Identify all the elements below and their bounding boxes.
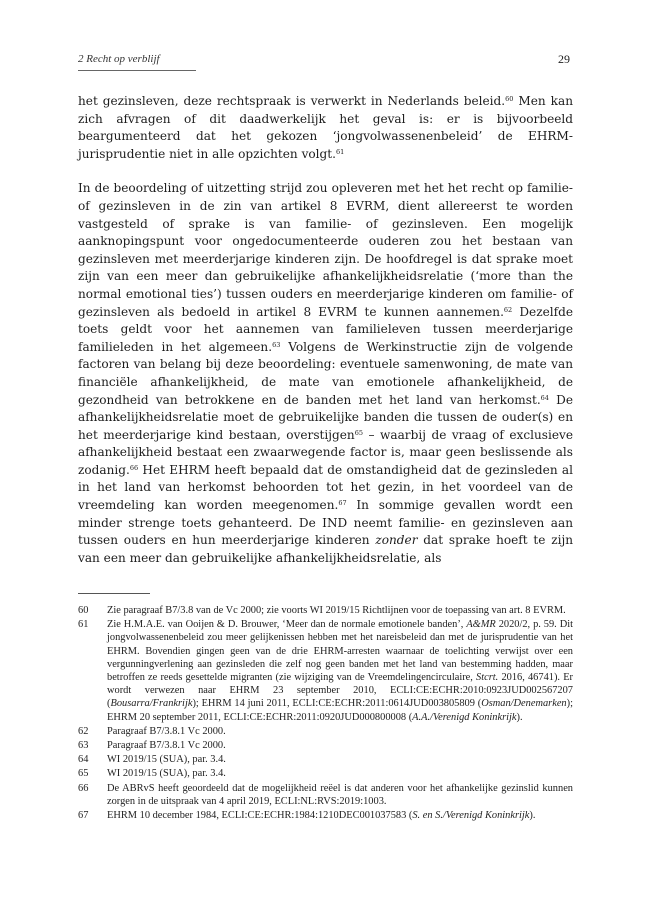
text-run: het gezinsleven, deze rechtspraak is verwerkt in Nederlands beleid. [78,94,506,108]
footnote [78,725,573,738]
footnote [78,753,573,766]
case-name: Bousarra/Frankrijk [110,698,193,710]
case-name: Osman/Denemarken [481,698,567,710]
footnote-text [107,618,573,724]
journal-title: Stcrt. [476,672,499,684]
footnote-number: 63 [78,740,89,752]
footnote-ref[interactable]: 64 [540,393,549,402]
text-run: dat sprake hoeft te zijn van een meer dan gebruikelijke afhankelijkheidsrelatie, als [78,533,574,565]
text-run: Dezelfde toets geldt voor het aannemen van familieleven tussen meerderjarige familieleden in het algemeen. [78,304,573,354]
footnote-ref[interactable]: 62 [503,305,513,314]
footnote-number: 60 [78,605,89,616]
footnote-ref[interactable]: 67 [338,499,347,508]
footnote-text [107,809,573,822]
text-run: 2016, 46741). Er wordt verwezen naar EHRM 23 september 2010, ECLI:CE:ECHR:2010:0923JUD002567207 ( [107,672,573,710]
header-rule [78,70,196,71]
text-run: – waarbij de vraag of exclusieve afhankelijkheid bestaat een zwaarwegende factor is, maar geen beslissende als zodanig. [78,427,573,477]
footnote-text: De ABRvS heeft geoordeeld dat de mogelijkheid reëel is dat anderen voor het afhankelijke gezinslid kunnen zorgen in de uitspraak van 4 april 2019, ECLI:NL:RVS:2019:1003. [107,782,573,807]
text-run: 2020/2, p. 59. Dit jongvolwassenenbeleid zou meer gelijkenissen hebben met het nareisbeleid dan met de jurisprudentie van het EHRM. Bovendien gingen geen van de drie EHRM-arresten waarnaar de toelichting verwijst over een vergunningverlening aan gezinsleden die zelf nog geen banden met het land van bestemming hadden, maar betroffen ze reeds gesettelde migranten (zie wijziging van de Vreemdelingencirculaire, [107,619,573,684]
text-run: ). [516,711,523,723]
footnote-text [107,604,573,617]
footnote-ref[interactable]: 65 [354,428,363,437]
footnote-separator [78,593,150,594]
page-number: 29 [558,52,570,66]
footnote-number: 66 [78,782,89,794]
footnote-number: 62 [78,725,89,737]
footnote-text: Paragraaf B7/3.8.1 Vc 2000. [107,740,226,752]
body-text [78,93,573,567]
text-run: In sommige gevallen wordt een minder strenge toets gehanteerd. De IND neemt familie- en gezinsleven aan tussen ouders en hun meerderjarige kinderen [78,498,574,548]
paragraph-1 [78,93,573,163]
case-name: A.A./Verenigd Koninkrijk [412,711,517,723]
footnote [78,618,573,724]
footnote-ref[interactable]: 63 [272,340,281,349]
text-run: ). [529,810,536,822]
footnote [78,604,573,617]
footnote-ref[interactable]: 66 [129,463,139,472]
footnote [78,809,573,822]
paragraph-2 [78,180,573,567]
footnote-ref[interactable]: 60 [505,95,514,103]
text-run: In de beoordeling of uitzetting strijd zou opleveren met het het recht op familie- of gezinsleven in de zin van artikel 8 EVRM, dient allereerst te worden vastgesteld of sprake is van familie- of gezinsleven. Een mogelijk aanknopingspunt voor ongedocumenteerde ouderen zou het bestaan van gezinsleven met meerderjarige kinderen zijn. De hoofdregel is dat sprake moet zijn van een meer dan gebruikelijke afhankelijkheidsrelatie (‘more than the normal emotional ties’) tussen ouders en meerderjarige kinderen om familie- of gezinsleven als bedoeld in artikel 8 EVRM te kunnen aannemen. [78,181,573,319]
footnote [78,739,573,752]
footnotes [78,604,573,823]
running-head: 2 Recht op verblijf [78,53,160,65]
footnote [78,782,573,808]
footnote-text: WI 2019/15 (SUA), par. 3.4. [107,754,226,766]
text-run: De afhankelijkheidsrelatie moet de gebruikelijke banden die tussen de ouder(s) en het meerderjarige kind bestaan, overstijgen [78,392,573,442]
text-run: Men kan zich afvragen of dit daadwerkelijk het geval is: er is bijvoorbeeld beargumenteerd dat het gekozen ‘jongvolwassenenbeleid’ de EHRM-jurisprudentie niet in alle opzichten volgt. [78,94,573,161]
text-run: Zie paragraaf B7/3.8 van de Vc 2000; zie voorts WI 2019/15 Richtlijnen voor de toepassing van art. 8 EVRM. [107,605,566,616]
emphasis: zonder [375,533,418,548]
text-run: Zie H.M.A.E. van Ooijen & D. Brouwer, ‘Meer dan de normale emotionele banden’, [107,619,467,631]
footnote-number: 67 [78,810,89,822]
case-name: S. en S./Verenigd Koninkrijk [412,810,530,822]
text-run: Volgens de Werkinstructie zijn de volgende factoren van belang bij deze beoordeling: eventuele samenwoning, de mate van financiële afhankelijkheid, de mate van emotionele afhankelijkheid, de gezondheid van betrokkene en de banden met het land van herkomst. [78,339,573,407]
footnote-text: Paragraaf B7/3.8.1 Vc 2000. [107,725,226,737]
footnote-number: 64 [78,754,89,766]
footnote [78,767,573,780]
journal-title: A&MR [466,619,496,631]
text-run: ); EHRM 14 juni 2011, ECLI:CE:ECHR:2011:0614JUD003805809 ( [192,698,482,710]
text-run: EHRM 10 december 1984, ECLI:CE:ECHR:1984:1210DEC001037583 ( [107,810,413,822]
footnote-number: 65 [78,768,89,780]
footnote-ref[interactable]: 61 [336,147,345,156]
text-run: ); EHRM 20 september 2011, ECLI:CE:ECHR:2011:0920JUD000800008 ( [107,698,573,723]
footnote-number: 61 [78,619,89,631]
footnote-text: WI 2019/15 (SUA), par. 3.4. [107,768,226,780]
text-run: Het EHRM heeft bepaald dat de omstandigheid dat de gezinsleden al in het land van herkomst behoorden tot het gezin, in het voordeel van de vreemdeling kan worden meegenomen. [78,462,573,513]
